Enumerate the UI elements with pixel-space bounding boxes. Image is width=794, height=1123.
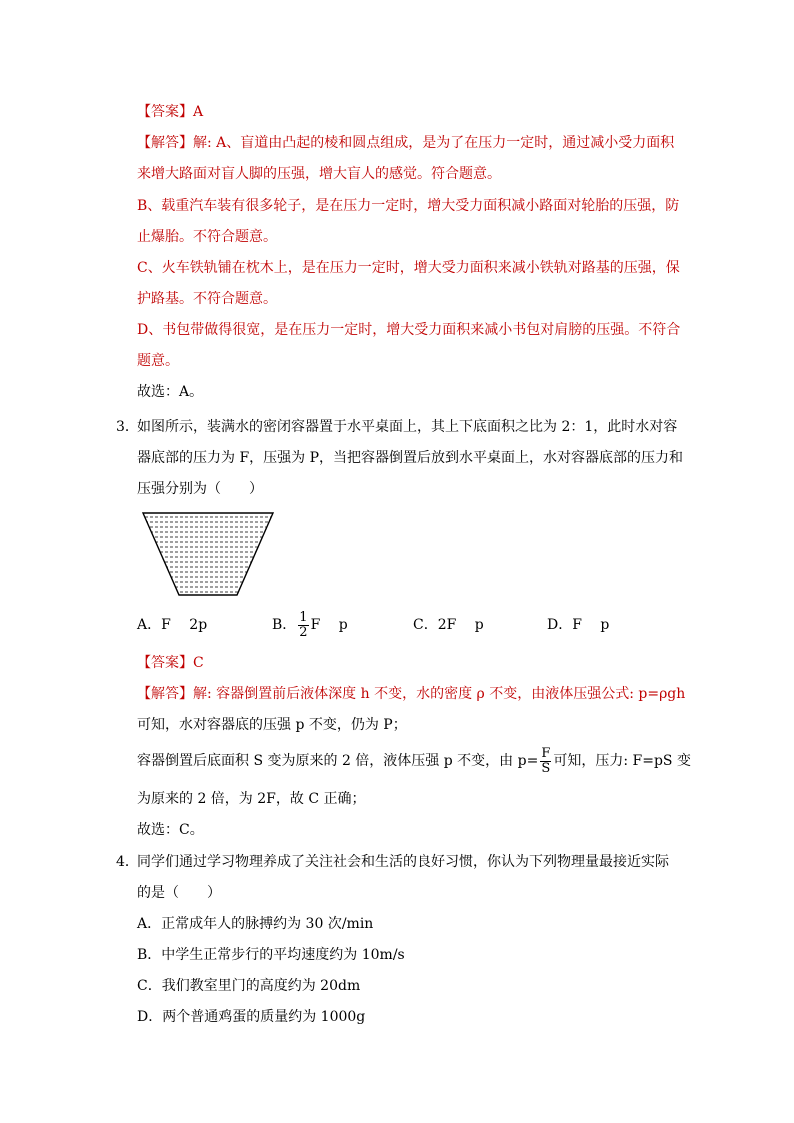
analysis-text: 止爆胎。不符合题意。 bbox=[137, 229, 277, 245]
choice-text: 故选：A。 bbox=[137, 384, 204, 400]
answer-line bbox=[137, 102, 203, 122]
fraction bbox=[298, 611, 308, 640]
container-figure bbox=[140, 510, 276, 598]
answer-value: A bbox=[193, 104, 204, 120]
option-d bbox=[547, 615, 609, 635]
analysis-text: 容器倒置后底面积 S 变为原来的 2 倍，液体压强 p 不变，由 p= bbox=[137, 753, 539, 769]
option-a: A．正常成年人的脉搏约为 30 次/min bbox=[137, 916, 374, 932]
question-number: 4． bbox=[116, 854, 139, 870]
answer-label: 【答案】 bbox=[137, 104, 193, 120]
question-stem: 同学们通过学习物理养成了关注社会和生活的良好习惯，你认为下列物理量最接近实际 bbox=[137, 854, 669, 870]
fraction-numerator: F bbox=[541, 745, 551, 761]
question-stem: 的是（ ） bbox=[137, 885, 221, 901]
option-label: D． bbox=[547, 617, 573, 633]
analysis-text: D、书包带做得很宽，是在压力一定时，增大受力面积来减小书包对肩膀的压强。不符合 bbox=[137, 322, 681, 338]
option-text: 2F p bbox=[437, 617, 484, 633]
option-label: A． bbox=[137, 617, 162, 633]
analysis-label: 【解答】 bbox=[137, 686, 193, 702]
analysis-text: C、火车铁轨铺在枕木上，是在压力一定时，增大受力面积来减小铁轨对路基的压强，保 bbox=[137, 260, 680, 276]
question-stem: 器底部的压力为 F，压强为 P，当把容器倒置后放到水平桌面上，水对容器底部的压力和 bbox=[137, 450, 684, 466]
option-text: F 2p bbox=[161, 617, 208, 633]
option-label: B． bbox=[272, 617, 297, 633]
choice-text: 故选：C。 bbox=[137, 822, 204, 838]
answer-line bbox=[137, 653, 204, 673]
answer-value: C bbox=[193, 655, 204, 671]
analysis-line bbox=[137, 684, 685, 704]
container-outline bbox=[143, 513, 273, 595]
option-b bbox=[272, 609, 348, 641]
option-b: B．中学生正常步行的平均速度约为 10m/s bbox=[137, 947, 405, 963]
analysis-text: 护路基。不符合题意。 bbox=[137, 291, 277, 307]
analysis-text: 可知，压力: F=pS 变 bbox=[553, 753, 691, 769]
analysis-line bbox=[137, 745, 691, 777]
option-text: F p bbox=[310, 617, 348, 633]
fraction bbox=[540, 747, 551, 776]
analysis-text: 来增大路面对盲人脚的压强，增大盲人的感觉。符合题意。 bbox=[137, 166, 501, 182]
option-label: C． bbox=[413, 617, 438, 633]
fraction-denominator: 2 bbox=[299, 624, 308, 640]
fraction-numerator: 1 bbox=[299, 609, 308, 625]
question-number: 3． bbox=[116, 419, 139, 435]
option-a bbox=[137, 615, 207, 635]
analysis-text: 解: 容器倒置前后液体深度 h 不变，水的密度 ρ 不变，由液体压强公式: p=ρgh bbox=[193, 686, 686, 702]
analysis-text: B、载重汽车装有很多轮子，是在压力一定时，增大受力面积减小路面对轮胎的压强，防 bbox=[137, 198, 680, 214]
analysis-text: 为原来的 2 倍，为 2F，故 C 正确； bbox=[137, 791, 366, 807]
option-c: C．我们教室里门的高度约为 20dm bbox=[137, 978, 361, 994]
analysis-text: 题意。 bbox=[137, 353, 179, 369]
fraction-denominator: S bbox=[541, 760, 551, 776]
analysis-line bbox=[137, 133, 674, 153]
answer-label: 【答案】 bbox=[137, 655, 193, 671]
option-d: D．两个普通鸡蛋的质量约为 1000g bbox=[137, 1009, 366, 1025]
question-stem: 压强分别为（ ） bbox=[137, 481, 263, 497]
question-stem: 如图所示，装满水的密闭容器置于水平桌面上，其上下底面积之比为 2：1，此时水对容 bbox=[137, 419, 678, 435]
option-text: F p bbox=[572, 617, 610, 633]
water-hatching bbox=[140, 517, 276, 592]
analysis-label: 【解答】 bbox=[137, 135, 193, 151]
analysis-text: 可知，水对容器底的压强 p 不变，仍为 P； bbox=[137, 717, 407, 733]
option-c bbox=[413, 615, 484, 635]
analysis-text: 解: A、盲道由凸起的棱和圆点组成，是为了在压力一定时，通过减小受力面积 bbox=[193, 135, 675, 151]
